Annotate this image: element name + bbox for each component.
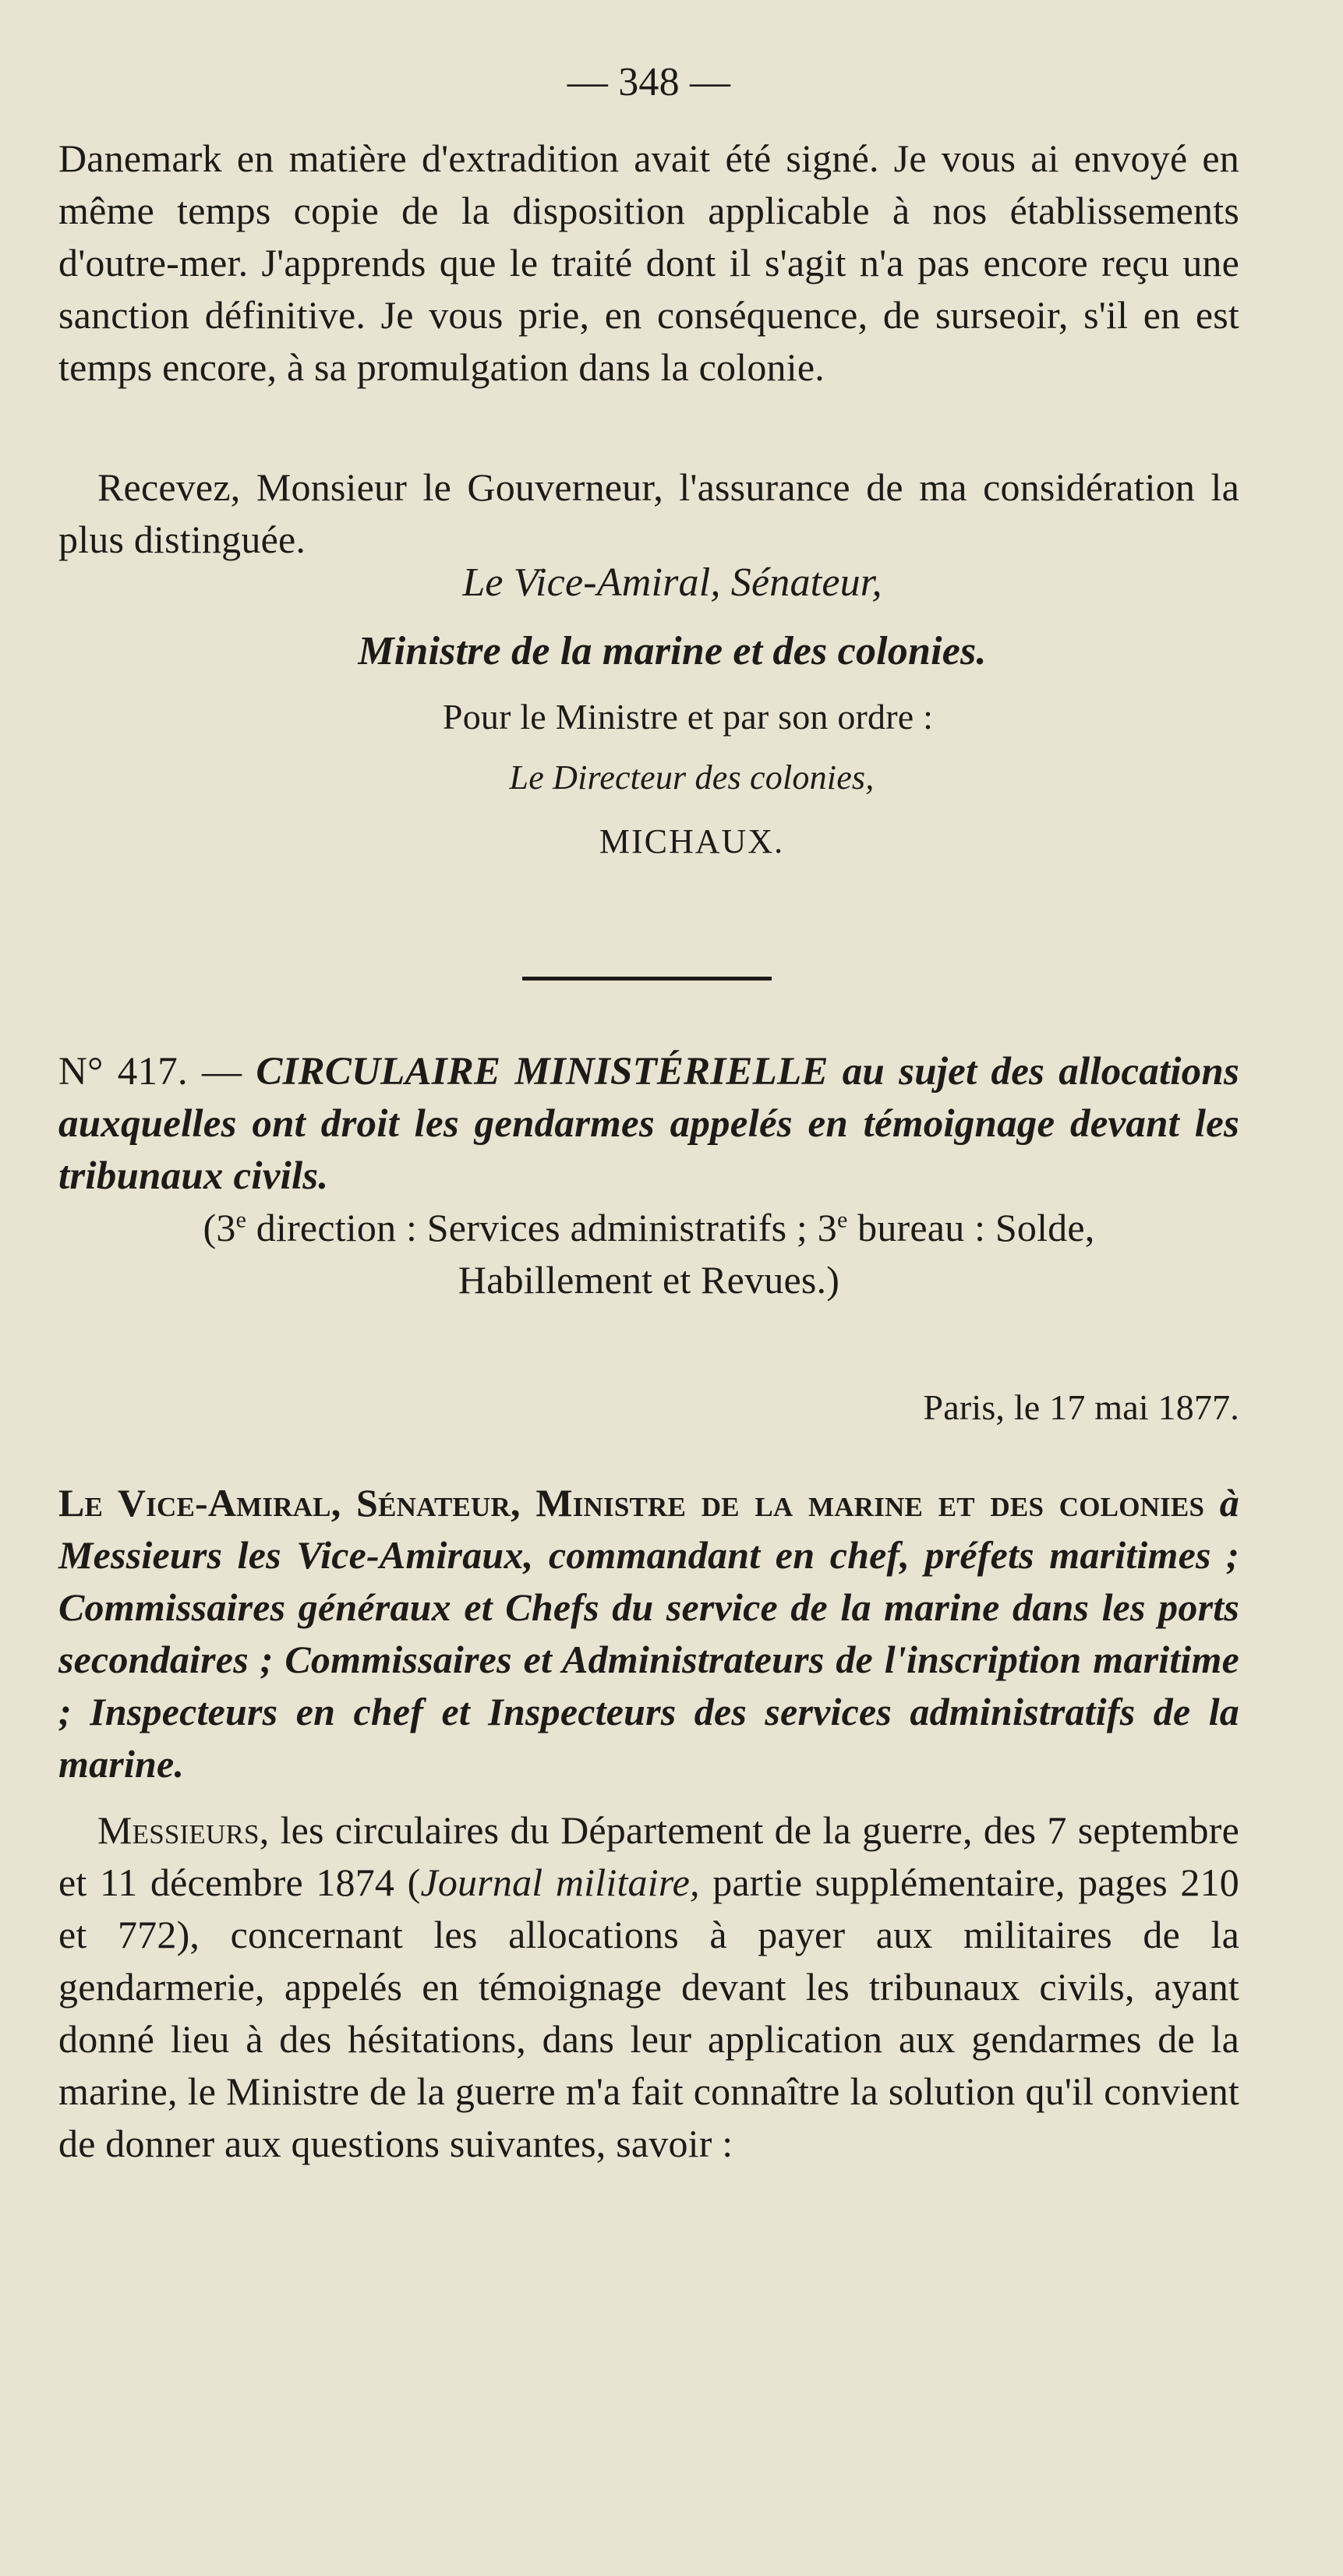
circular-body-paragraph (58, 1804, 1239, 2170)
signature-title (58, 557, 1239, 609)
signature-order (58, 691, 1239, 743)
signature-order-text: Pour le Ministre et par son ordre : (442, 697, 934, 737)
circular-direction (58, 1202, 1239, 1306)
signature-title-text: Le Vice-Amiral, Sénateur, (462, 560, 882, 605)
signature-name-text: MICHAUX. (599, 822, 785, 860)
signature-director-text: Le Directeur des colonies, (509, 758, 875, 797)
page-number: — 348 — (567, 60, 731, 104)
signature-role (58, 625, 1239, 677)
section-separator-rule (522, 977, 772, 981)
signature-name (58, 815, 1239, 868)
letter-closing-paragraph: Recevez, Monsieur le Gouverneur, l'assurance de ma considération la plus distinguée. (58, 465, 1239, 561)
body-journal-reference: Journal militaire, (420, 1860, 700, 1904)
direction-open: (3 (203, 1206, 236, 1249)
body-text-part2: partie supplémentaire, pages 210 et 772), concernant les allocations à payer aux militaires de la gendarmerie, appelés en témoignage devant les tribunaux civils, ayant donné lieu à des hésitations, dans leur application aux gendarmes de la marine, le Ministre de la guerre m'a fait connaître la solution qu'il convient de donner aux questions suivantes, savoir : (58, 1860, 1239, 2165)
direction-close: bureau : Solde, Habillement et Revues.) (458, 1206, 1095, 1302)
circular-title: CIRCULAIRE MINISTÉRIELLE (256, 1050, 829, 1094)
direction-superscript-1: e (235, 1207, 247, 1233)
circular-subject: au sujet des allocations auxquelles ont droit les gendarmes appelés en témoignage devant les tribunaux civils. (58, 1050, 1239, 1198)
direction-middle: direction : Services administratifs ; 3 (246, 1206, 837, 1249)
body-text-part1: les circulaires du Département de la guerre, des 7 septembre et 11 décembre 1874 ( (58, 1808, 1239, 1904)
signature-director (58, 751, 1239, 804)
addressee-recipients: à Messieurs les Vice-Amiraux, commandant en chef, préfets maritimes ; Commissaires généraux et Chefs du service de la marine dans les ports secondaires ; Commissaires et Administrateurs de l'inscription maritime ; Inspecteurs en chef et Inspecteurs des services administratifs de la marine. (58, 1481, 1239, 1786)
circular-date: Paris, le 17 mai 1877. (923, 1387, 1239, 1427)
direction-superscript-2: e (836, 1207, 848, 1233)
letter-body-paragraph: Danemark en matière d'extradition avait été signé. Je vous ai envoyé en même temps copie de la disposition applicable à nos établissements d'outre-mer. J'apprends que le traité dont il s'agit n'a pas encore reçu une sanction définitive. Je vous prie, en conséquence, de surseoir, s'il en est temps encore, à sa promulgation dans la colonie. (58, 136, 1239, 389)
body-salutation: Messieurs, (97, 1808, 270, 1852)
circular-addressee (58, 1477, 1239, 1790)
addressee-sender: Le Vice-Amiral, Sénateur, Ministre de la marine et des colonies (58, 1481, 1205, 1525)
signature-role-text: Ministre de la marine et des colonies. (358, 629, 987, 673)
circular-number: N° 417. — (58, 1050, 242, 1094)
circular-heading (58, 1046, 1239, 1203)
